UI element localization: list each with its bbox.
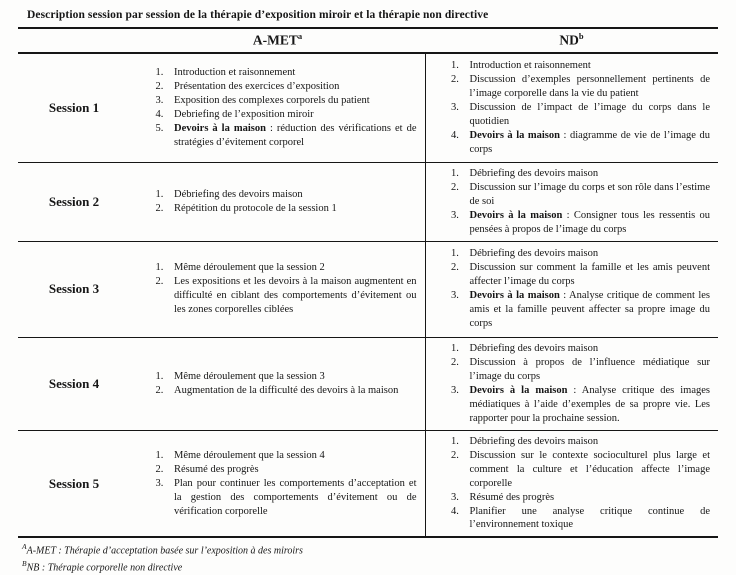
- nd-cell: [425, 430, 718, 537]
- amet-steps-list: [130, 188, 425, 216]
- homework-label: Devoirs à la maison: [174, 122, 266, 134]
- list-item: 2. Discussion sur le contexte socioculturel plus large et comment la culture et l’éducation affecte l’image corporelle: [462, 449, 711, 491]
- nd-cell: [425, 53, 718, 163]
- nd-cell: [425, 163, 718, 242]
- homework-label: Devoirs à la maison: [469, 129, 560, 141]
- session-label: Session 5: [18, 430, 130, 537]
- amet-steps-list: [130, 449, 425, 519]
- list-item: 1. Introduction et raisonnement: [166, 66, 417, 80]
- column-header-amet-label: A-MET: [252, 32, 298, 48]
- list-item: 3. Devoirs à la maison : Analyse critique de comment les amis et la famille peuvent affecter sa propre image du corps: [462, 289, 711, 331]
- footnote: $^B$NB : Thérapie corporelle non directive: [22, 558, 183, 574]
- session-row: [18, 163, 718, 242]
- list-item: 2. Discussion à propos de l’influence médiatique sur l’image du corps: [462, 356, 711, 384]
- list-item: 4. Planifier une analyse critique continue de l’environnement toxique: [462, 505, 711, 533]
- list-item: 1. Débriefing des devoirs maison: [462, 167, 711, 181]
- list-item: 3. Résumé des progrès: [462, 491, 711, 505]
- column-header-amet-superscript: a: [297, 31, 303, 41]
- session-label: Session 2: [18, 163, 130, 242]
- session-row: [18, 337, 718, 430]
- nd-steps-list: [426, 247, 719, 331]
- amet-cell: [130, 53, 425, 163]
- nd-cell: [425, 337, 718, 430]
- nd-steps-list: [426, 167, 719, 237]
- session-row: [18, 430, 718, 537]
- list-item: 3. Discussion de l’impact de l’image du corps dans le quotidien: [462, 101, 711, 129]
- amet-cell: [130, 430, 425, 537]
- list-item: 2. Augmentation de la difficulté des devoirs à la maison: [166, 384, 417, 398]
- list-item: 2. Répétition du protocole de la session 1: [166, 202, 417, 216]
- column-header-amet: [130, 28, 425, 53]
- list-item: 3. Plan pour continuer les comportements d’acceptation et la gestion des comportements d’évitement ou de vérification corporelle: [166, 477, 417, 519]
- nd-cell: [425, 241, 718, 337]
- list-item: 4. Debriefing de l’exposition miroir: [166, 108, 417, 122]
- list-item: 1. Même déroulement que la session 3: [166, 370, 417, 384]
- header-empty-cell: [18, 28, 130, 53]
- list-item: 2. Les expositions et les devoirs à la maison augmentent en difficulté en ciblant des comportements d’évitement ou les zones corporelles ciblées: [166, 275, 417, 317]
- list-item: 3. Devoirs à la maison : Analyse critique des images médiatiques à l’aide d’exemples de sa propre vie. Les rapporter pour la prochaine session.: [462, 384, 711, 426]
- list-item: 3. Exposition des complexes corporels du patient: [166, 94, 417, 108]
- session-label: Session 3: [18, 241, 130, 337]
- list-item: 4. Devoirs à la maison : diagramme de vie de l’image du corps: [462, 129, 711, 157]
- session-row: [18, 241, 718, 337]
- list-item: 1. Débriefing des devoirs maison: [462, 247, 711, 261]
- homework-label: Devoirs à la maison: [469, 209, 563, 221]
- list-item: 1. Même déroulement que la session 4: [166, 449, 417, 463]
- list-item: 1. Débriefing des devoirs maison: [462, 435, 711, 449]
- amet-steps-list: [130, 370, 425, 398]
- list-item: 1. Débriefing des devoirs maison: [166, 188, 417, 202]
- session-table-body: [18, 53, 718, 538]
- homework-label: Devoirs à la maison: [469, 384, 568, 396]
- amet-steps-list: [130, 261, 425, 317]
- list-item: 2. Présentation des exercices d’exposition: [166, 80, 417, 94]
- nd-steps-list: [426, 342, 719, 426]
- list-item: 5. Devoirs à la maison : réduction des vérifications et de stratégies d’évitement corporel: [166, 122, 417, 150]
- footnotes: [22, 542, 736, 575]
- amet-steps-list: [130, 66, 425, 150]
- nd-steps-list: [426, 435, 719, 533]
- list-item: 2. Discussion sur comment la famille et les amis peuvent affecter l’image du corps: [462, 261, 711, 289]
- header-row: [18, 28, 718, 53]
- list-item: 3. Devoirs à la maison : Consigner tous les ressentis ou pensées à propos de l’image du corps: [462, 209, 711, 237]
- nd-steps-list: [426, 59, 719, 157]
- session-label: Session 4: [18, 337, 130, 430]
- document-title: Description session par session de la thérapie d’exposition miroir et la thérapie non directive: [27, 9, 489, 21]
- homework-label: Devoirs à la maison: [469, 290, 560, 302]
- amet-cell: [130, 241, 425, 337]
- list-item: 2. Discussion sur l’image du corps et son rôle dans l’estime de soi: [462, 181, 711, 209]
- column-header-nd-label: ND: [559, 32, 579, 48]
- session-label: Session 1: [48, 99, 100, 115]
- list-item: 1. Même déroulement que la session 2: [166, 261, 417, 275]
- list-item: 1. Débriefing des devoirs maison: [462, 342, 711, 356]
- list-item: 2. Résumé des progrès: [166, 463, 417, 477]
- amet-cell: [130, 337, 425, 430]
- amet-cell: [130, 163, 425, 242]
- footnote: $^A$A-MET : Thérapie d’acceptation basée sur l’exposition à des miroirs: [22, 542, 303, 557]
- footnote-superscript: B: [22, 558, 27, 568]
- list-item: 1. Introduction et raisonnement: [462, 59, 711, 73]
- session-table: [18, 27, 718, 538]
- column-header-nd-superscript: b: [578, 31, 584, 41]
- footnote-superscript: A: [22, 542, 27, 552]
- column-header-nd: [425, 28, 718, 53]
- list-item: 2. Discussion d’exemples personnellement pertinents de l’image corporelle dans la vie du patient: [462, 73, 711, 101]
- document-page: [0, 9, 736, 575]
- session-row: [18, 53, 718, 163]
